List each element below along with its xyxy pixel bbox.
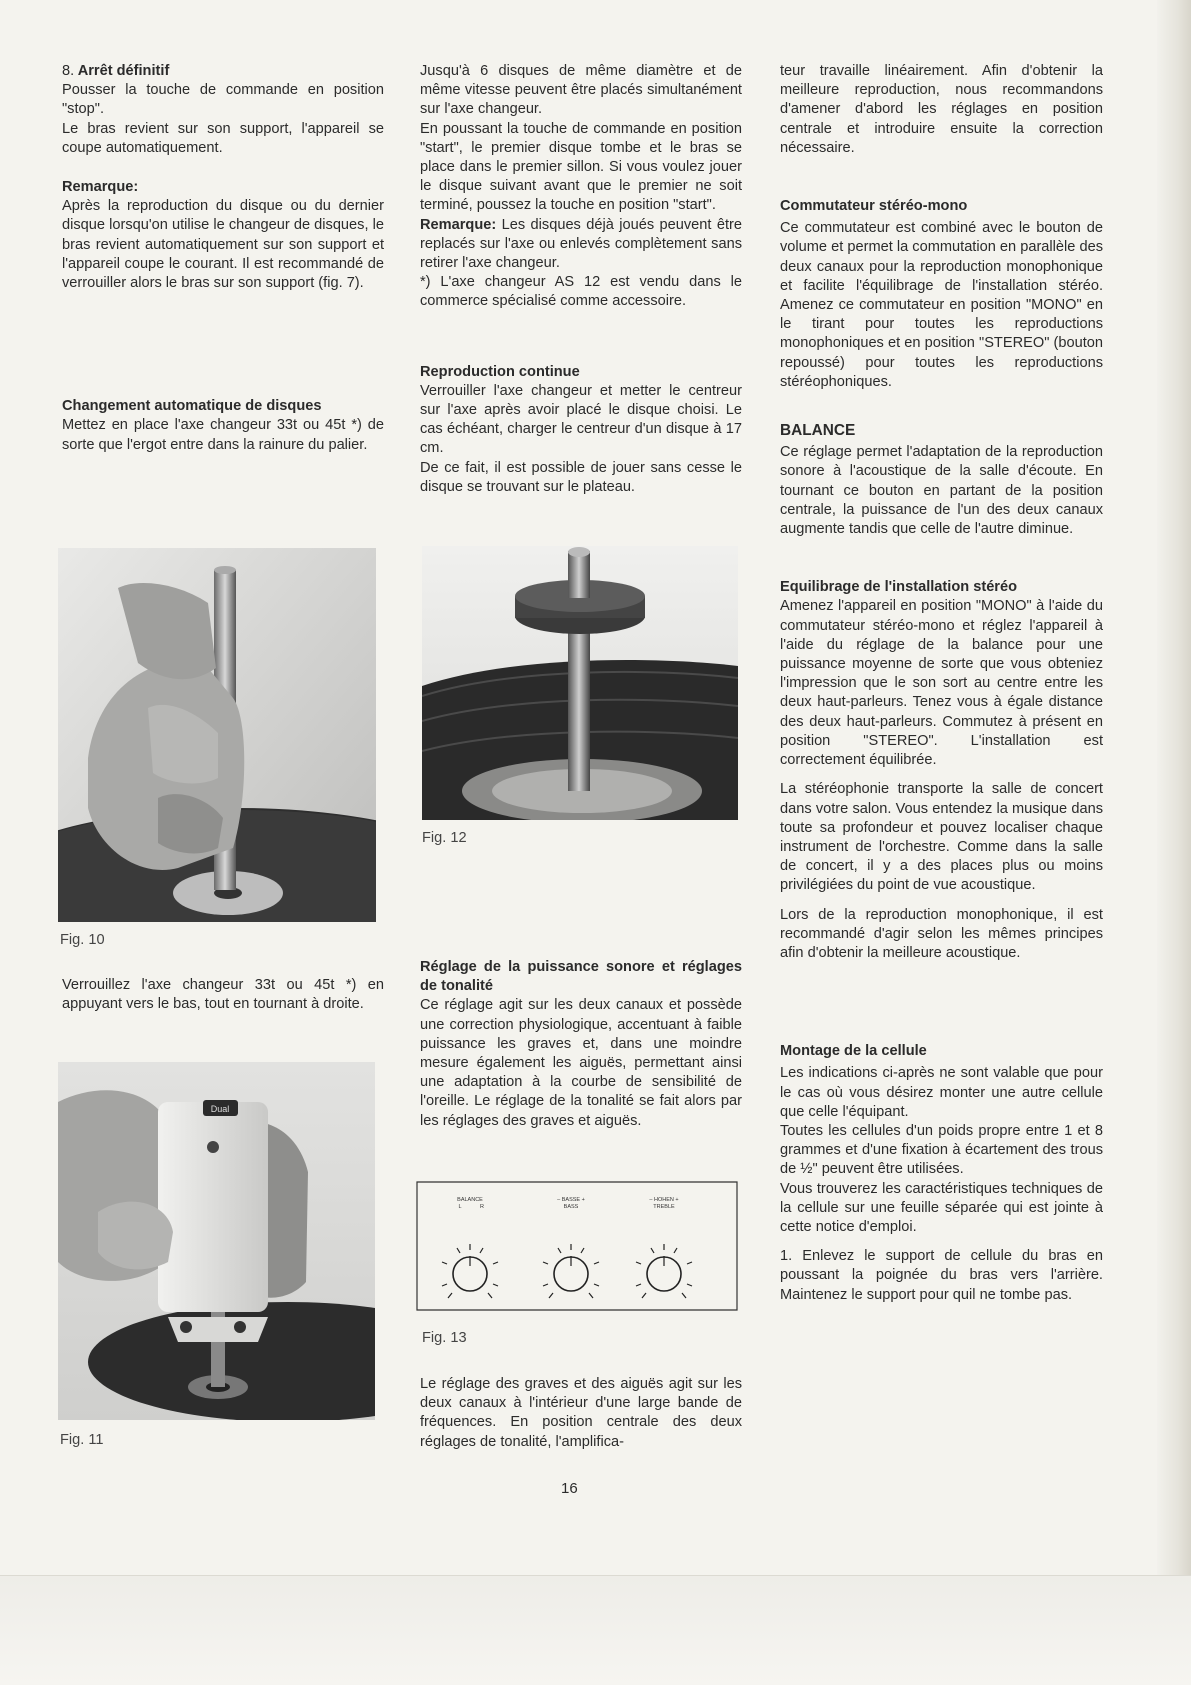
basse-label: – BASSE + bbox=[557, 1197, 585, 1203]
treble-label: TREBLE bbox=[653, 1204, 675, 1210]
column-left-lower bbox=[62, 976, 384, 1014]
verrouillez-text: Verrouillez l'axe changeur 33t ou 45t *) en appuyant vers le bas, tout en tournant à droite. bbox=[62, 977, 384, 1013]
section-8-title: Arrêt définitif bbox=[77, 63, 170, 79]
column-right bbox=[780, 62, 1103, 1305]
balance-knob-icon bbox=[442, 1244, 498, 1298]
montage-text-1: Les indications ci-après ne sont valable que pour le cas où vous désirez monter une autre cellule que celle l'équipant. bbox=[780, 1065, 1103, 1120]
figure-11-caption: Fig. 11 bbox=[60, 1432, 104, 1448]
stereophonie-text: La stéréophonie transporte la salle de concert dans votre salon. Vous entendez la musique dans toute sa profondeur et pouvez localiser chaque instrument de l'orchestre. Comme dans la salle de concert, il y a des places plus ou moins privilégiées du point de vue acoustique. bbox=[780, 781, 1103, 894]
figure-10-photo bbox=[58, 548, 376, 922]
equilibrage-heading: Equilibrage de l'installation stéréo bbox=[780, 579, 1018, 596]
middle-remarque-label: Remarque: bbox=[420, 216, 497, 233]
montage-heading: Montage de la cellule bbox=[780, 1043, 927, 1060]
column-middle-lower bbox=[420, 958, 742, 1131]
graves-text: Le réglage des graves et des aiguës agit sur les deux canaux à l'intérieur d'une large bande de fréquences. En position centrale des deux réglages de tonalité, l'amplifica- bbox=[420, 1376, 742, 1450]
reglage-heading: Réglage de la puissance sonore et réglages de tonalité bbox=[420, 959, 742, 995]
middle-remarque-text: Les disques déjà joués peuvent être replacés sur l'axe ou enlevés complètement sans retirer l'axe changeur. bbox=[420, 216, 742, 272]
bass-label: BASS bbox=[563, 1204, 579, 1210]
column-middle bbox=[420, 62, 742, 497]
figure-12-caption: Fig. 12 bbox=[422, 830, 467, 846]
column-left bbox=[62, 62, 384, 455]
section-8-text-2: Le bras revient sur son support, l'appareil se coupe automatiquement. bbox=[62, 120, 384, 156]
commutateur-heading: Commutateur stéréo-mono bbox=[780, 198, 968, 215]
balance-l-label: L bbox=[458, 1204, 462, 1210]
figure-10-caption: Fig. 10 bbox=[60, 932, 105, 948]
middle-text-1: Jusqu'à 6 disques de même diamètre et de même vitesse peuvent être placés simultanément sur l'axe changeur. bbox=[420, 63, 742, 118]
page-number: 16 bbox=[561, 1480, 578, 1497]
equilibrage-text: Amenez l'appareil en position "MONO" à l'aide du commutateur stéréo-mono et réglez l'appareil à l'aide du réglage de la balance pour une puissance moyenne de sorte que vous obteniez l'impression que le son sort au centre entre les deux haut-parleurs. Tenez vous à égale distance des deux haut-parleurs. Commutez à présent en position "STEREO". L'installation est correctement équilibrée. bbox=[780, 598, 1103, 769]
section-8-number: 8. bbox=[62, 63, 75, 79]
section-8-text-1: Pousser la touche de commande en position "stop". bbox=[62, 82, 384, 118]
page-edge-shadow bbox=[1157, 0, 1191, 1590]
treble-knob-icon bbox=[636, 1244, 692, 1298]
page-bottom-margin bbox=[0, 1575, 1191, 1685]
reproduction-text-1: Verrouiller l'axe changeur et metter le centreur sur l'axe après avoir placé le disque choisi. Le cas échéant, charger le centreur d'un disque à 17 cm. bbox=[420, 382, 742, 457]
right-text-1: teur travaille linéairement. Afin d'obtenir la meilleure reproduction, nous recommandons d'amener d'abord les réglages en position centrale et introduire ensuite la correction nécessaire. bbox=[780, 63, 1103, 156]
figure-12-photo bbox=[422, 546, 738, 820]
middle-text-2: En poussant la touche de commande en position "start", le premier disque tombe et le bras se place dans le premier sillon. Si vous voulez jouer le disque suivant avant que le premier ne soit terminé, poussez la touche en position "start". bbox=[420, 120, 742, 214]
reproduction-text-2: De ce fait, il est possible de jouer sans cesse le disque se trouvant sur le plateau. bbox=[420, 459, 742, 495]
reglage-text: Ce réglage agit sur les deux canaux et possède une correction physiologique, accentuant à faible puissance les graves et, dans une moindre mesure également les aiguës, permettant ainsi une adaptation à la courbe de sensibilité de l'oreille. Le réglage de la tonalité se fait alors par les réglages des graves et aiguës. bbox=[420, 997, 742, 1129]
balance-heading: BALANCE bbox=[780, 422, 856, 440]
middle-remarque bbox=[420, 216, 742, 274]
dual-logo: Dual bbox=[210, 1104, 230, 1114]
figure-13-caption: Fig. 13 bbox=[422, 1330, 467, 1346]
middle-footnote: *) L'axe changeur AS 12 est vendu dans le commerce spécialisé comme accessoire. bbox=[420, 274, 742, 310]
figure-11-photo bbox=[58, 1062, 375, 1420]
monophonie-text: Lors de la reproduction monophonique, il est recommandé d'agir selon les mêmes principes afin d'obtenir la meilleure acoustique. bbox=[780, 906, 1103, 961]
section-8-heading bbox=[62, 62, 384, 81]
commutateur-text: Ce commutateur est combiné avec le bouton de volume et permet la commutation en parallèle des deux canaux pour la reproduction monophonique et facilite l'équilibrage de l'installation stéréo. Amenez ce commutateur en position "MONO" en le tirant pour toutes les reproductions monophoniques et en position "STEREO" (bouton repoussé) pour toutes les reproductions stéréophoniques. bbox=[780, 220, 1103, 390]
reproduction-heading: Reproduction continue bbox=[420, 363, 580, 380]
figure-13-knob-panel bbox=[416, 1180, 738, 1312]
montage-text-2: Toutes les cellules d'un poids propre entre 1 et 8 grammes et d'une fixation à écartement des trous de ½" peuvent être utilisées. bbox=[780, 1122, 1103, 1178]
changement-text: Mettez en place l'axe changeur 33t ou 45t *) de sorte que l'ergot entre dans la rainure du palier. bbox=[62, 417, 384, 453]
balance-text: Ce réglage permet l'adaptation de la reproduction sonore à l'acoustique de la salle d'écoute. En tournant ce bouton en partant de la position centrale, la puissance de l'un des deux canaux augmente tandis que celle de l'autre diminue. bbox=[780, 444, 1103, 538]
montage-step-1: 1. Enlevez le support de cellule du bras en poussant la poignée du bras vers l'arrière. Maintenez le support pour quil ne tombe pas. bbox=[780, 1248, 1103, 1303]
column-middle-bottom bbox=[420, 1375, 742, 1452]
remarque-text: Après la reproduction du disque ou du dernier disque lorsqu'on utilise le changeur de disques, le bras revient automatiquement sur son support et l'appareil coupe le courant. Il est recommandé de verrouiller alors le bras sur son support (fig. 7). bbox=[62, 198, 384, 292]
bass-knob-icon bbox=[543, 1244, 599, 1298]
balance-r-label: R bbox=[480, 1204, 484, 1210]
balance-label: BALANCE bbox=[457, 1197, 483, 1203]
remarque-heading: Remarque: bbox=[62, 179, 139, 196]
hohen-label: – HOHEN + bbox=[649, 1197, 679, 1203]
changement-heading: Changement automatique de disques bbox=[62, 398, 322, 415]
montage-text-3: Vous trouverez les caractéristiques techniques de la cellule sur une feuille séparée qui est jointe à cette notice d'emploi. bbox=[780, 1180, 1103, 1235]
